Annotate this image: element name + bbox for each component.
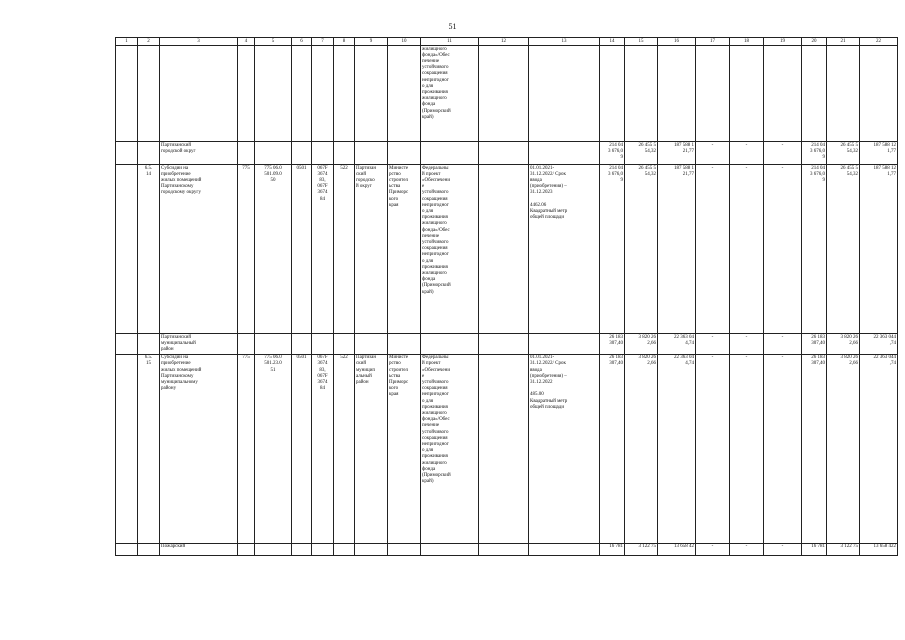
table-cell: 26 455 5 54,32 (625, 142, 658, 165)
table-cell: 6.5. 15 (138, 354, 160, 543)
table-cell (529, 142, 600, 165)
header-row (116, 38, 898, 46)
table-cell (421, 543, 479, 555)
table-cell: 0501 (292, 354, 312, 543)
table-cell: 26 183 307,40 (600, 334, 625, 355)
table-cell (334, 142, 355, 165)
header-cell: 2 (138, 38, 160, 46)
table-cell (312, 46, 334, 142)
table-cell: 3 820 26 2,66 (625, 334, 658, 355)
table-cell (802, 46, 827, 142)
table-cell: - (764, 334, 802, 355)
header-cell: 20 (802, 38, 827, 46)
table-cell: 775 06.0 501.23.0 51 (255, 354, 292, 543)
table-cell: Федеральны й проект «Обеспечени е устойчивого сокращения непригодног о для проживания жилищного фонда»/Обес печение устойчивого сокращения непригодног о для проживания жилищного фонда (Приморский край) (421, 165, 479, 334)
table-cell (388, 46, 421, 142)
table-cell: 775 (238, 354, 255, 543)
table-row (116, 334, 898, 355)
header-cell: 10 (388, 38, 421, 46)
table-cell: - (764, 354, 802, 543)
table-cell: - (696, 334, 730, 355)
table-cell: 22 363 04 4,74 (658, 334, 696, 355)
table-cell (292, 142, 312, 165)
table-cell: - (764, 543, 802, 555)
table-cell: - (696, 354, 730, 543)
table-cell: Субсидии на приобретение жилых помещений Партизанскому городскому округу (160, 165, 238, 334)
table-cell: жилищного фонда»/Обес печение устойчивого сокращения непригодног о для проживания жилищного фонда (Приморский край) (421, 46, 479, 142)
table-cell: 26 183 307,40 (802, 354, 827, 543)
table-cell: 067F 3674 83, 067F 3674 84 (312, 354, 334, 543)
table-cell: 13 658 422 (860, 543, 898, 555)
header-cell: 13 (529, 38, 600, 46)
table-cell (255, 334, 292, 355)
table-cell (421, 142, 479, 165)
table-cell: 522 (334, 165, 355, 334)
table-cell: Партизанский муниципальный район (160, 334, 238, 355)
table-cell: 01.01.2021- 31.12.2022/ Срок ввода (приобретения) – 31.12.2023 4462.06 Квадратный метр общей площади (529, 165, 600, 334)
table-cell (160, 46, 238, 142)
table-row (116, 46, 898, 142)
table-cell: Партизан ский городско й округ (355, 165, 388, 334)
table-cell (355, 142, 388, 165)
table-cell: - (764, 142, 802, 165)
table-row (116, 165, 898, 334)
table-cell (730, 46, 764, 142)
table-cell: Министе рство строител ьства Приморс кого края (388, 165, 421, 334)
table-cell: - (696, 543, 730, 555)
table-cell (312, 543, 334, 555)
table-cell (479, 165, 529, 334)
header-cell: 17 (696, 38, 730, 46)
table-cell (355, 46, 388, 142)
table-cell (860, 46, 898, 142)
table-cell: 522 (334, 354, 355, 543)
table-cell (292, 543, 312, 555)
table-cell (696, 46, 730, 142)
table-cell (116, 165, 138, 334)
table-cell (116, 142, 138, 165)
table-cell: Федеральны й проект «Обеспечени е устойчивого сокращения непригодног о для проживания жилищного фонда»/Обес печение устойчивого сокращения непригодног о для проживания жилищного фонда (Приморский край) (421, 354, 479, 543)
table-cell (658, 46, 696, 142)
table-cell (116, 46, 138, 142)
table-cell (421, 334, 479, 355)
table-cell: 187 588 1 21,77 (658, 142, 696, 165)
table-cell (388, 142, 421, 165)
table-cell: 26 183 307,40 (600, 354, 625, 543)
table-cell (334, 543, 355, 555)
table-cell (334, 46, 355, 142)
table-cell: 214 04 3 676,0 9 (600, 142, 625, 165)
table-cell (255, 543, 292, 555)
page-number: 51 (448, 22, 457, 31)
header-cell: 19 (764, 38, 802, 46)
table-cell (138, 142, 160, 165)
table-cell: 26 183 307,40 (802, 334, 827, 355)
table-row (116, 142, 898, 165)
table-cell: 214 04 3 676,0 9 (600, 165, 625, 334)
header-cell: 6 (292, 38, 312, 46)
table-cell (138, 46, 160, 142)
table-cell: 22 363 044 ,74 (860, 334, 898, 355)
table-cell: Партизан ский муницип альный район (355, 354, 388, 543)
table-cell (312, 334, 334, 355)
table-cell: Пожарский (160, 543, 238, 555)
table-cell (116, 354, 138, 543)
table-cell (238, 142, 255, 165)
table-cell (312, 142, 334, 165)
header-cell: 11 (421, 38, 479, 46)
table-cell: 187 588 12 1,77 (860, 142, 898, 165)
header-cell: 22 (860, 38, 898, 46)
table-cell: 01.01.2021- 31.12.2022/ Срок ввода (приобретения) – 31.12.2022 485.00 Квадратный метр общей площади (529, 354, 600, 543)
table-row (116, 354, 898, 543)
table-cell: 214 04 3 676,0 9 (802, 165, 827, 334)
table-cell: - (696, 165, 730, 334)
table-cell: 775 06.0 501.09.0 50 (255, 165, 292, 334)
table-cell (334, 334, 355, 355)
header-cell: 3 (160, 38, 238, 46)
header-cell: 14 (600, 38, 625, 46)
table-cell (529, 46, 600, 142)
header-cell: 16 (658, 38, 696, 46)
header-cell: 7 (312, 38, 334, 46)
table-cell (355, 543, 388, 555)
header-cell: 1 (116, 38, 138, 46)
table-cell: 26 455 5 54,32 (827, 165, 860, 334)
table-cell: Министе рство строител ьства Приморс кого края (388, 354, 421, 543)
table-cell: 26 455 5 54,32 (827, 142, 860, 165)
table-cell: - (696, 142, 730, 165)
table-cell: Субсидии на приобретение жилых помещений Партизанскому муниципальному району (160, 354, 238, 543)
table-cell (827, 46, 860, 142)
header-cell: 4 (238, 38, 255, 46)
header-cell: 5 (255, 38, 292, 46)
table-cell (116, 543, 138, 555)
table-cell (479, 334, 529, 355)
header-cell: 8 (334, 38, 355, 46)
table-cell (764, 46, 802, 142)
table-cell (255, 142, 292, 165)
table-cell: 22 363 044 ,74 (860, 354, 898, 543)
table-cell: - (730, 142, 764, 165)
table-cell: 16 781 (600, 543, 625, 555)
header-cell: 15 (625, 38, 658, 46)
table-cell (388, 543, 421, 555)
table-cell (600, 46, 625, 142)
table-cell (355, 334, 388, 355)
table-cell: 187 588 1 21,77 (658, 165, 696, 334)
table-cell: 187 588 12 1,77 (860, 165, 898, 334)
table-cell: 3 820 26 2,66 (827, 334, 860, 355)
table-cell: - (730, 334, 764, 355)
table-cell: Партизанский городской округ (160, 142, 238, 165)
table-row (116, 543, 898, 555)
table-cell (238, 334, 255, 355)
table-cell: 13 658 42 (658, 543, 696, 555)
table-cell: 22 363 04 4,74 (658, 354, 696, 543)
table-cell (479, 142, 529, 165)
table-cell (238, 543, 255, 555)
table-cell (138, 543, 160, 555)
table-cell (138, 334, 160, 355)
header-cell: 9 (355, 38, 388, 46)
table-cell (292, 334, 312, 355)
table-cell (479, 354, 529, 543)
table-cell (292, 46, 312, 142)
table-cell: 16 781 (802, 543, 827, 555)
table-cell: 214 04 3 676,0 9 (802, 142, 827, 165)
table-cell (529, 334, 600, 355)
table-cell (116, 334, 138, 355)
table-cell (479, 46, 529, 142)
table-cell: 0501 (292, 165, 312, 334)
header-cell: 21 (827, 38, 860, 46)
header-cell: 12 (479, 38, 529, 46)
table-cell: 067F 3674 83, 067F 3674 84 (312, 165, 334, 334)
table-cell (625, 46, 658, 142)
table-cell: 3 820 26 2,66 (827, 354, 860, 543)
table-cell (255, 46, 292, 142)
table-cell (238, 46, 255, 142)
table-cell: 3 820 26 2,66 (625, 354, 658, 543)
header-cell: 18 (730, 38, 764, 46)
table-cell (388, 334, 421, 355)
table-cell: 3 122 75 (827, 543, 860, 555)
table-cell: - (730, 354, 764, 543)
table-cell (529, 543, 600, 555)
table-cell: - (730, 165, 764, 334)
table-cell: 775 (238, 165, 255, 334)
table-cell: - (764, 165, 802, 334)
table-cell: 26 455 5 54,32 (625, 165, 658, 334)
table-cell: 3 122 75 (625, 543, 658, 555)
table-cell: - (730, 543, 764, 555)
table-cell: 6.5. 14 (138, 165, 160, 334)
table-cell (479, 543, 529, 555)
budget-table (115, 37, 898, 556)
